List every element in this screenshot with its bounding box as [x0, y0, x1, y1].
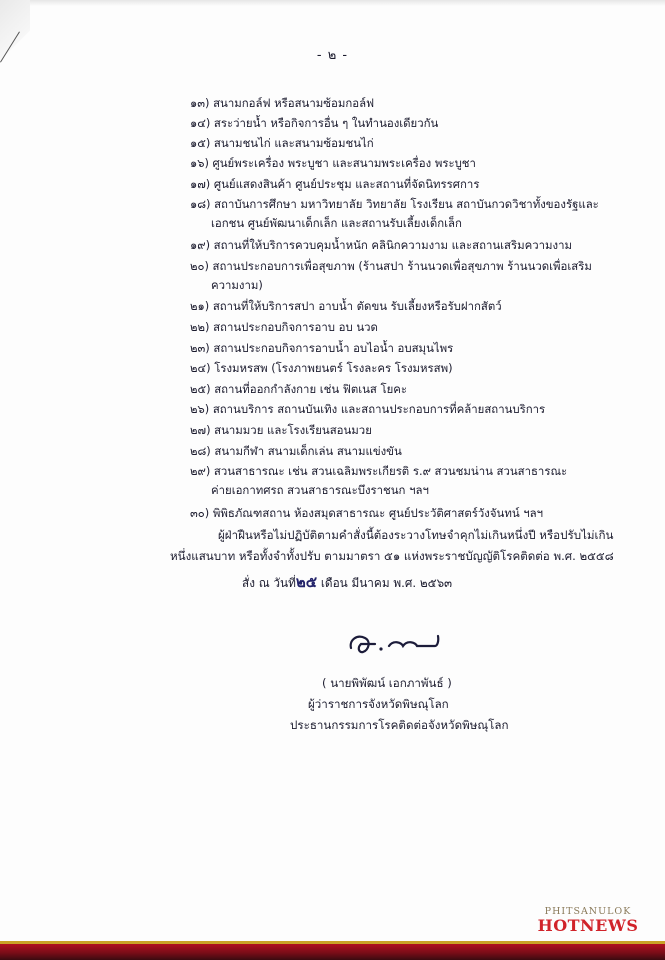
- item-text: สถานบริการ สถานบันเทิง และสถานประกอบการที่คล้ายสถานบริการ: [212, 402, 546, 416]
- signatory-committee-title: ประธานกรรมการโรคติดต่อจังหวัดพิษณุโลก: [290, 718, 509, 732]
- order-date: [242, 570, 452, 594]
- item-number: ๒๗): [190, 423, 211, 437]
- list-item: [190, 359, 453, 378]
- item-text: สนามกอล์ฟ หรือสนามซ้อมกอล์ฟ: [213, 96, 375, 110]
- item-number: ๒๒): [190, 320, 210, 334]
- item-number: ๒๑): [190, 299, 210, 313]
- item-text: สนามชนไก่ และสนามซ้อมชนไก่: [213, 136, 374, 150]
- item-text: ศูนย์พระเครื่อง พระบูชา และสนามพระเครื่อง พระบูชา: [212, 156, 476, 170]
- item-text: พิพิธภัณฑสถาน ห้องสมุดสาธารณะ ศูนย์ประวัติศาสตร์วังจันทน์ ฯลฯ: [212, 506, 544, 520]
- item-number: ๑๙): [190, 238, 211, 252]
- penalty-paragraph-line-2: หนึ่งแสนบาท หรือทั้งจำทั้งปรับ ตามมาตรา ๕๑ แห่งพระราชบัญญัติโรคติดต่อ พ.ศ. ๒๕๕๘: [170, 549, 614, 563]
- item-text: สถานประกอบการเพื่อสุขภาพ (ร้านสปา ร้านนวดเพื่อสุขภาพ ร้านนวดเพื่อเสริม: [212, 259, 592, 273]
- item-number: ๒๙): [190, 464, 211, 478]
- item-number: ๒๓): [190, 341, 210, 355]
- footer-red-bar: [0, 944, 665, 960]
- list-item: [190, 318, 378, 337]
- item-number: ๑๔): [190, 116, 211, 130]
- list-item: [190, 114, 438, 133]
- signatory-name: ( นายพิพัฒน์ เอกภาพันธ์ ): [322, 676, 452, 690]
- page-number: - ๒ -: [316, 48, 349, 63]
- item-text: สถาบันการศึกษา มหาวิทยาลัย วิทยาลัย โรงเรียน สถาบันกวดวิชาทั้งของรัฐและ: [214, 197, 599, 211]
- list-item: [190, 462, 567, 500]
- item-number: ๓๐): [190, 506, 210, 520]
- signatory-title: ผู้ว่าราชการจังหวัดพิษณุโลก: [308, 697, 449, 711]
- list-item: [190, 442, 402, 461]
- item-number: ๑๖): [190, 156, 209, 170]
- list-item: [190, 421, 372, 440]
- item-text: สวนสาธารณะ เช่น สวนเฉลิมพระเกียรติ ร.๙ สวนชมน่าน สวนสาธารณะ: [213, 464, 568, 478]
- penalty-paragraph-line-1: ผู้ฝ่าฝืนหรือไม่ปฏิบัติตามคำสั่งนี้ต้องระวางโทษจำคุกไม่เกินหนึ่งปี หรือปรับไม่เกิน: [218, 528, 614, 542]
- list-item: [190, 297, 502, 316]
- watermark-line-1: PHITSANULOK: [544, 906, 632, 917]
- list-item: [190, 134, 374, 153]
- item-number: ๒๕): [190, 382, 211, 396]
- item-number: ๑๓): [190, 96, 210, 110]
- item-text: โรงมหรสพ (โรงภาพยนตร์ โรงละคร โรงมหรสพ): [214, 361, 453, 375]
- list-item: [190, 154, 476, 173]
- list-item: [190, 504, 543, 523]
- item-text: สถานประกอบกิจการอาบ อบ นวด: [213, 320, 378, 334]
- item-number: ๒๐): [190, 259, 209, 273]
- list-item: [190, 380, 407, 399]
- list-item: [190, 400, 545, 419]
- page-top-shadow: [0, 0, 665, 6]
- list-item: [190, 195, 599, 233]
- watermark-line-2: HOTNEWS: [537, 916, 639, 935]
- item-text: สถานที่ให้บริการควบคุมน้ำหนัก คลินิกความงาม และสถานเสริมความงาม: [213, 238, 573, 252]
- item-text: สถานที่ให้บริการสปา อาบน้ำ ตัดขน รับเลี้ยงหรือรับฝากสัตว์: [212, 299, 502, 313]
- order-date-month-year: เดือน มีนาคม พ.ศ. ๒๕๖๓: [317, 576, 453, 590]
- item-number: ๒๘): [190, 444, 211, 458]
- item-text: สนามมวย และโรงเรียนสอนมวย: [214, 423, 372, 437]
- order-date-day: ๒๕: [295, 573, 318, 591]
- item-number: ๑๘): [190, 197, 211, 211]
- item-number: ๒๔): [190, 361, 211, 375]
- item-text-continued: เอกชน ศูนย์พัฒนาเด็กเล็ก และสถานรับเลี้ยงเด็กเล็ก: [211, 216, 462, 230]
- item-text-continued: ความงาม): [211, 278, 263, 292]
- list-item: [190, 257, 592, 295]
- signatory-block: [290, 673, 530, 736]
- list-item: [190, 236, 572, 255]
- handwritten-signature: [345, 622, 445, 662]
- list-item: [190, 339, 453, 358]
- item-number: ๑๗): [190, 177, 211, 191]
- list-item: [190, 175, 479, 194]
- hotnews-watermark-logo: [533, 906, 643, 935]
- item-text: สนามกีฬา สนามเด็กเล่น สนามแข่งขัน: [214, 444, 402, 458]
- item-text: สถานประกอบกิจการอาบน้ำ อบไอน้ำ อบสมุนไพร: [213, 341, 454, 355]
- item-text: สถานที่ออกกำลังกาย เช่น ฟิตเนส โยคะ: [214, 382, 408, 396]
- item-text: สระว่ายน้ำ หรือกิจการอื่น ๆ ในทำนองเดียวกัน: [213, 116, 439, 130]
- item-text: ศูนย์แสดงสินค้า ศูนย์ประชุม และสถานที่จัดนิทรรศการ: [213, 177, 480, 191]
- item-number: ๒๖): [190, 402, 210, 416]
- list-item: [190, 94, 374, 113]
- order-date-prefix: สั่ง ณ วันที่: [242, 576, 296, 590]
- item-number: ๑๕): [190, 136, 211, 150]
- item-text-continued: ค่ายเอกาทศรถ สวนสาธารณะบึงราชนก ฯลฯ: [211, 483, 429, 497]
